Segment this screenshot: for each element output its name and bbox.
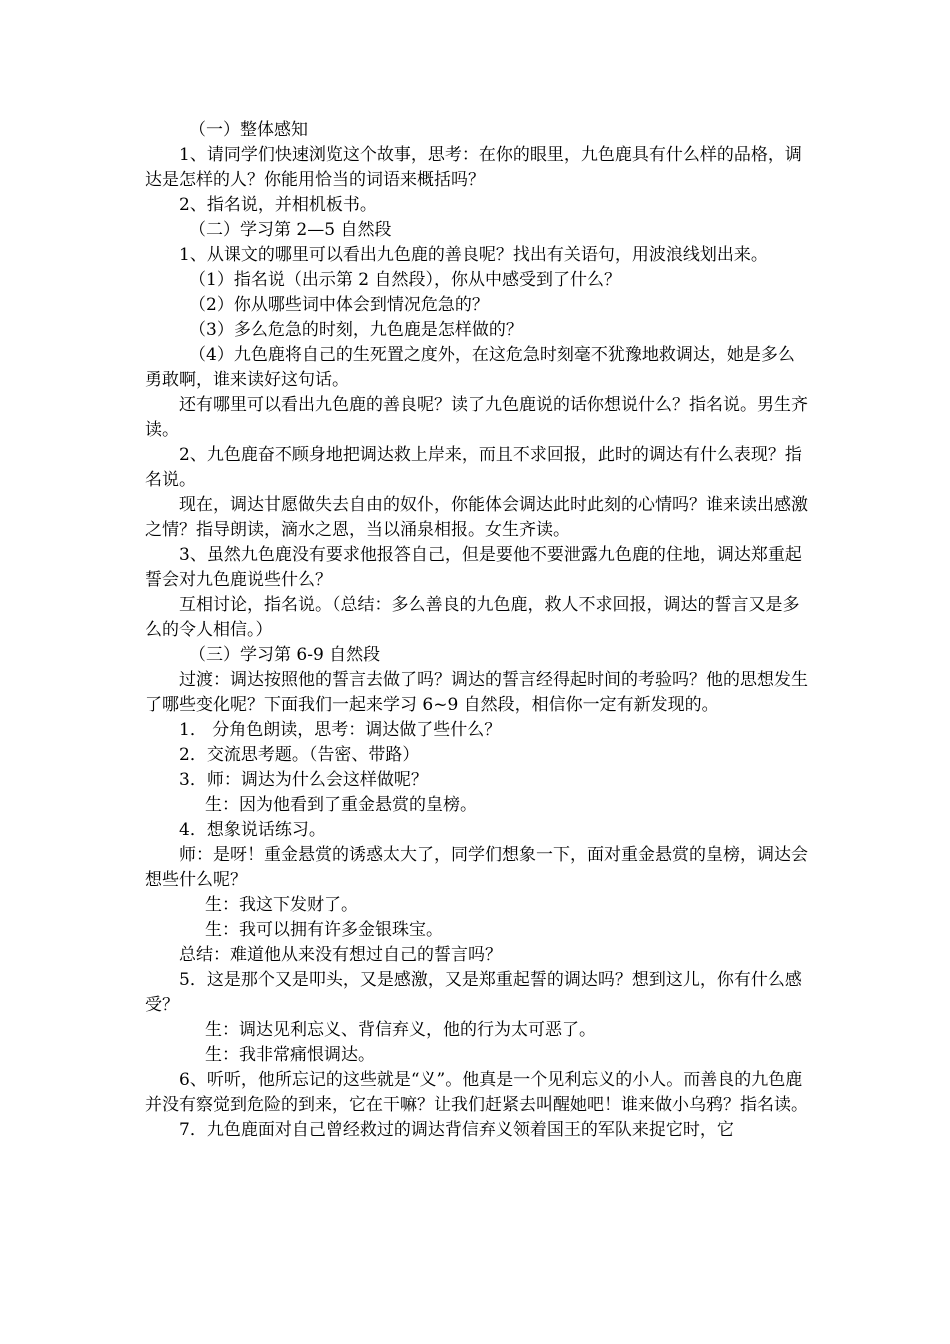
paragraph: 6、听听，他所忘记的这些就是“义”。他真是一个见利忘义的小人。而善良的九色鹿并没有察觉到危险的到来，它在干嘛？让我们赶紧去叫醒她吧！谁来做小乌鸦？指名读。	[145, 1070, 808, 1115]
paragraph: 2、九色鹿奋不顾身地把调达救上岸来，而且不求回报，此时的调达有什么表现？指名说。	[145, 445, 802, 490]
student-answer: 生：我这下发财了。	[205, 895, 358, 915]
student-answer: 生：因为他看到了重金悬赏的皇榜。	[205, 795, 477, 815]
paragraph: 2．交流思考题。（告密、带路）	[179, 745, 420, 765]
paragraph: 互相讨论，指名说。（总结：多么善良的九色鹿，救人不求回报，调达的誓言又是多么的令人相信。）	[145, 595, 800, 640]
paragraph: 过渡：调达按照他的誓言去做了吗？调达的誓言经得起时间的考验吗？他的思想发生了哪些变化呢？下面我们一起来学习 6~9 自然段，相信你一定有新发现的。	[145, 670, 808, 715]
section-heading-paragraphs-6-9: （三）学习第 6-9 自然段	[189, 645, 381, 665]
paragraph: 2、指名说，并相机板书。	[179, 195, 377, 215]
section-heading-overall-perception: （一）整体感知	[189, 120, 308, 140]
student-answer: 生：调达见利忘义、背信弃义，他的行为太可恶了。	[205, 1020, 596, 1040]
paragraph: （4）九色鹿将自己的生死置之度外，在这危急时刻毫不犹豫地救调达，她是多么勇敢啊，谁来读好这句话。	[145, 345, 795, 390]
paragraph: （1）指名说（出示第 2 自然段），你从中感受到了什么？	[189, 270, 621, 290]
paragraph: 5．这是那个又是叩头，又是感激，又是郑重起誓的调达吗？想到这儿，你有什么感受？	[145, 970, 802, 1015]
paragraph: 总结：难道他从来没有想过自己的誓言吗？	[179, 945, 502, 965]
paragraph: （2）你从哪些词中体会到情况危急的？	[189, 295, 489, 315]
student-answer: 生：我可以拥有许多金银珠宝。	[205, 920, 443, 940]
paragraph: 1． 分角色朗读，思考：调达做了些什么？	[179, 720, 502, 740]
paragraph: 7．九色鹿面对自己曾经救过的调达背信弃义领着国王的军队来捉它时，它	[179, 1120, 734, 1140]
paragraph: 现在，调达甘愿做失去自由的奴仆，你能体会调达此时此刻的心情吗？谁来读出感激之情？指导朗读，滴水之恩，当以涌泉相报。女生齐读。	[145, 495, 808, 540]
paragraph: 1、请同学们快速浏览这个故事，思考：在你的眼里，九色鹿具有什么样的品格，调达是怎样的人？你能用恰当的词语来概括吗？	[145, 145, 802, 190]
paragraph: 师：是呀！重金悬赏的诱惑太大了，同学们想象一下，面对重金悬赏的皇榜，调达会想些什么呢？	[145, 845, 808, 890]
paragraph: 4．想象说话练习。	[179, 820, 326, 840]
paragraph: 3、虽然九色鹿没有要求他报答自己，但是要他不要泄露九色鹿的住地，调达郑重起誓会对九色鹿说些什么？	[145, 545, 802, 590]
section-heading-paragraphs-2-5: （二）学习第 2—5 自然段	[189, 220, 392, 240]
paragraph: 1、从课文的哪里可以看出九色鹿的善良呢？找出有关语句，用波浪线划出来。	[179, 245, 768, 265]
paragraph: 3．师：调达为什么会这样做呢？	[179, 770, 428, 790]
lesson-text	[145, 118, 809, 1143]
student-answer: 生：我非常痛恨调达。	[205, 1045, 375, 1065]
paragraph: （3）多么危急的时刻，九色鹿是怎样做的？	[189, 320, 523, 340]
paragraph: 还有哪里可以看出九色鹿的善良呢？读了九色鹿说的话你想说什么？指名说。男生齐读。	[145, 395, 808, 440]
